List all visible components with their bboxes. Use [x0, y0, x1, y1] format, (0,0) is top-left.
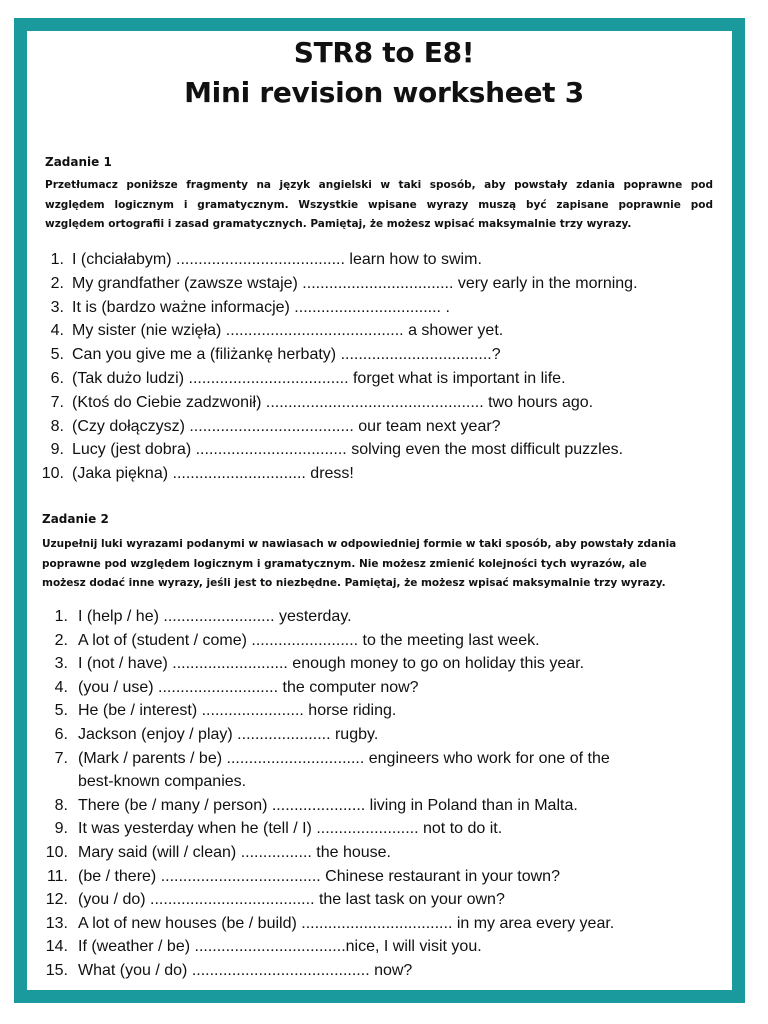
instruction-line: względem logicznym i gramatycznym. Wszystkie wpisane wyrazy muszą być zapisane poprawnie pod — [45, 198, 713, 211]
item-number: 2. — [54, 631, 68, 649]
instruction-line: poprawne pod względem logicznym i gramatycznym. Nie możesz zmienić kolejności tych wyrazów, ale — [42, 557, 647, 570]
item-number: 10. — [45, 843, 68, 861]
item-number: 4. — [50, 322, 64, 340]
list-item — [38, 723, 614, 747]
item-text: My sister (nie wzięła) ........................................ a shower yet. — [72, 322, 504, 340]
item-number: 15. — [45, 961, 68, 979]
list-item — [38, 817, 614, 841]
list-item — [38, 438, 638, 462]
list-item — [38, 794, 614, 818]
worksheet-subtitle: Mini revision worksheet 3 — [184, 76, 584, 109]
item-text: If (weather / be) ..................................nice, I will visit you. — [78, 938, 482, 956]
item-number: 3. — [54, 655, 68, 673]
item-text: I (help / he) ......................... yesterday. — [78, 608, 352, 625]
list-item — [38, 912, 614, 936]
item-number: 6. — [50, 369, 64, 387]
item-text: Mary said (will / clean) ................ the house. — [78, 843, 391, 861]
item-text-continuation: best-known companies. — [78, 773, 247, 791]
item-text: (Jaka piękna) .............................. dress! — [72, 465, 354, 483]
list-item — [38, 865, 614, 889]
list-item — [38, 699, 614, 723]
instruction-line: względem ortografii i zasad gramatycznych. Pamiętaj, że możesz wpisać maksymalnie trzy wyrazy. — [45, 218, 632, 230]
item-number: 9. — [50, 441, 64, 459]
item-text: He (be / interest) ....................... horse riding. — [78, 702, 397, 720]
list-item — [38, 959, 614, 983]
item-text: What (you / do) ........................................ now? — [78, 961, 413, 979]
item-text: Can you give me a (filiżankę herbaty) ..................................? — [72, 346, 501, 364]
worksheet-title: STR8 to E8! — [293, 36, 475, 69]
list-item — [38, 296, 638, 320]
item-number: 8. — [50, 417, 64, 435]
list-item — [38, 652, 614, 676]
item-number: 11. — [46, 867, 68, 885]
list-item — [38, 367, 638, 391]
list-item — [38, 248, 638, 272]
list-item — [38, 935, 614, 959]
list-item — [38, 272, 638, 296]
section1-instruction — [45, 176, 713, 235]
item-number: 1. — [54, 608, 68, 625]
section2-heading: Zadanie 2 — [42, 512, 109, 526]
item-number: 4. — [54, 678, 68, 696]
list-item — [38, 391, 638, 415]
item-text: (be / there) .................................... Chinese restaurant in your town? — [78, 867, 560, 885]
item-number: 2. — [50, 274, 64, 292]
item-text: A lot of new houses (be / build) .................................. in my area every year. — [78, 914, 615, 932]
item-text: A lot of (student / come) ........................ to the meeting last week. — [78, 631, 540, 649]
instruction-line: Przetłumacz poniższe fragmenty na język angielski w taki sposób, aby powstały zdania poprawne pod — [45, 179, 713, 191]
list-item — [38, 747, 614, 794]
item-number: 12. — [45, 891, 68, 909]
list-item — [38, 629, 614, 653]
item-text: (you / do) ..................................... the last task on your own? — [78, 891, 505, 909]
list-item — [38, 841, 614, 865]
item-number: 10. — [41, 465, 64, 483]
item-text: There (be / many / person) ..................... living in Poland than in Malta. — [78, 796, 578, 814]
item-number: 13. — [45, 914, 68, 932]
item-text: My grandfather (zawsze wstaje) .................................. very early in the morning. — [72, 274, 638, 292]
item-number: 7. — [54, 749, 68, 767]
list-item — [38, 462, 638, 486]
item-number: 8. — [54, 796, 68, 814]
list-item — [38, 319, 638, 343]
item-number: 9. — [54, 820, 68, 838]
item-text: I (chciałabym) ...................................... learn how to swim. — [72, 251, 482, 268]
list-item — [38, 888, 614, 912]
item-text: Lucy (jest dobra) .................................. solving even the most difficult puzzles. — [72, 441, 624, 459]
item-text: (Tak dużo ludzi) .................................... forget what is important in life. — [72, 369, 566, 387]
item-text: (Ktoś do Ciebie zadzwonił) ................................................. two hours ago. — [72, 393, 594, 411]
item-text: (Czy dołączysz) ..................................... our team next year? — [72, 417, 501, 435]
list-item — [38, 343, 638, 367]
section1-list — [38, 248, 638, 486]
item-text: (you / use) ........................... the computer now? — [78, 678, 419, 696]
instruction-line: możesz dodać inne wyrazy, jeśli jest to niezbędne. Pamiętaj, że możesz wpisać maksymalnie trzy wyrazy. — [42, 577, 666, 589]
item-number: 1. — [50, 251, 64, 268]
list-item — [38, 605, 614, 629]
item-number: 3. — [50, 298, 64, 316]
item-number: 14. — [45, 938, 68, 956]
item-number: 5. — [50, 346, 64, 364]
item-text: It was yesterday when he (tell / I) ....................... not to do it. — [78, 820, 503, 838]
item-text: It is (bardzo ważne informacje) ................................. . — [72, 298, 450, 316]
item-text: Jackson (enjoy / play) ..................... rugby. — [78, 725, 379, 743]
item-number: 5. — [54, 702, 68, 720]
section2-instruction — [42, 535, 676, 594]
list-item — [38, 676, 614, 700]
item-text: (Mark / parents / be) ............................... engineers who work for one of the — [78, 749, 610, 767]
instruction-line: Uzupełnij luki wyrazami podanymi w nawiasach w odpowiedniej formie w taki sposób, aby powstały zdania — [42, 538, 677, 550]
item-text: I (not / have) .......................... enough money to go on holiday this year. — [78, 655, 585, 673]
item-number: 6. — [54, 725, 68, 743]
section2-list — [38, 605, 614, 983]
section1-heading: Zadanie 1 — [45, 155, 112, 169]
item-number: 7. — [50, 393, 64, 411]
list-item — [38, 415, 638, 439]
